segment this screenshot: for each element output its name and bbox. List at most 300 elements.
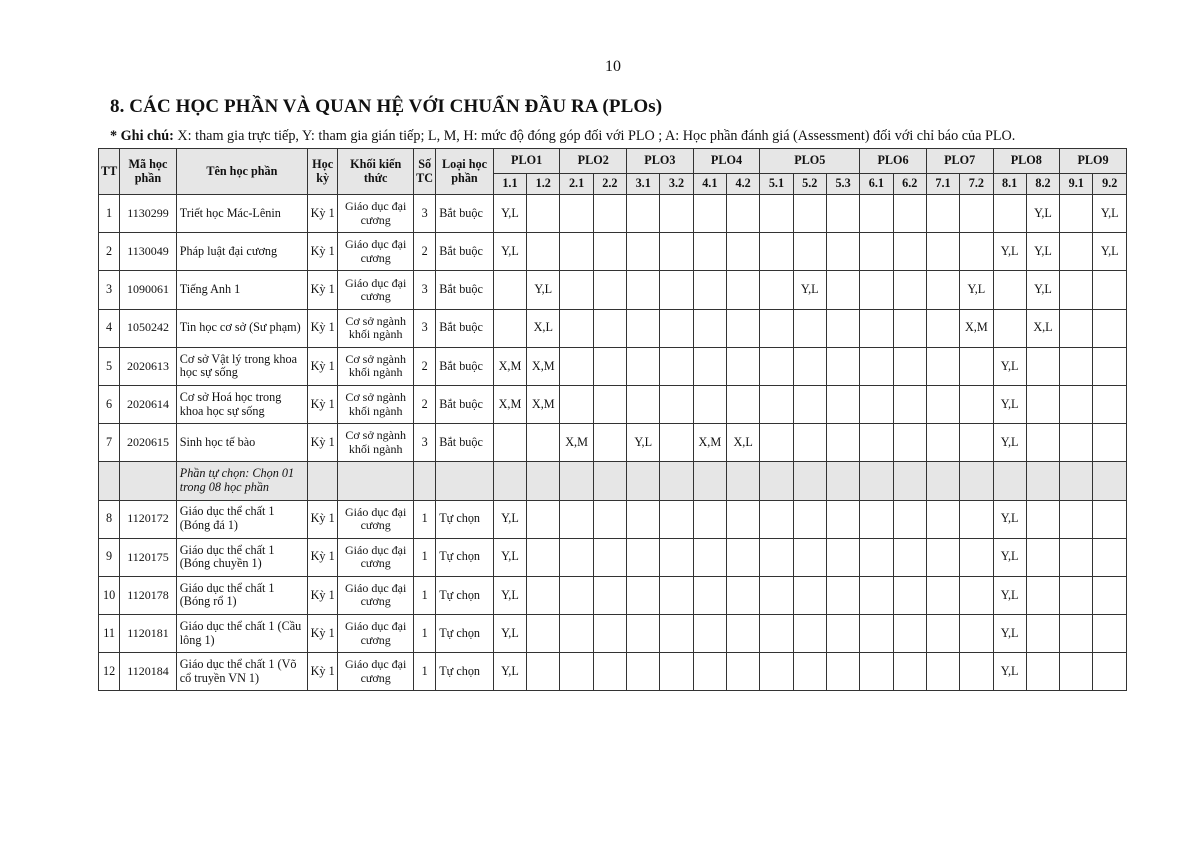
plo-group-header: PLO4 — [693, 149, 760, 174]
table-header — [99, 149, 1127, 195]
course-type: Tự chọn — [436, 576, 494, 614]
plo-cell — [893, 538, 926, 576]
plo-cell — [960, 195, 993, 233]
row-tt: 11 — [99, 615, 120, 653]
plo-cell — [826, 424, 859, 462]
plo-cell: Y,L — [1026, 195, 1059, 233]
empty-cell — [1093, 462, 1127, 500]
empty-cell — [436, 462, 494, 500]
course-name: Giáo dục thể chất 1 (Bóng rổ 1) — [176, 576, 307, 614]
plo-cell: Y,L — [1026, 233, 1059, 271]
knowledge-block: Giáo dục đại cương — [338, 576, 414, 614]
plo-subcolumn-header: 9.2 — [1093, 174, 1127, 195]
plo-cell — [960, 653, 993, 691]
plo-cell — [660, 347, 693, 385]
plo-cell — [760, 424, 793, 462]
plo-cell: X,M — [693, 424, 726, 462]
plo-cell — [860, 424, 893, 462]
plo-cell — [960, 615, 993, 653]
plo-cell: Y,L — [627, 424, 660, 462]
table-row — [99, 195, 1127, 233]
empty-cell — [660, 462, 693, 500]
course-code: 1120181 — [120, 615, 177, 653]
course-type: Bắt buộc — [436, 347, 494, 385]
plo-cell — [826, 576, 859, 614]
empty-cell — [120, 462, 177, 500]
empty-cell — [493, 462, 526, 500]
empty-cell — [693, 462, 726, 500]
course-type: Tự chọn — [436, 615, 494, 653]
plo-cell — [627, 271, 660, 309]
plo-cell — [1026, 424, 1059, 462]
note-text: X: tham gia trực tiếp, Y: tham gia gián tiếp; L, M, H: mức độ đóng góp đối với PLO ; A: Học phần đánh giá (Assessment) đối với chỉ báo của PLO. — [173, 128, 1016, 144]
table-row — [99, 385, 1127, 423]
semester: Kỳ 1 — [308, 347, 338, 385]
plo-cell — [726, 271, 759, 309]
semester: Kỳ 1 — [308, 538, 338, 576]
plo-cell — [726, 385, 759, 423]
plo-cell: Y,L — [527, 271, 560, 309]
plo-cell — [527, 233, 560, 271]
empty-cell — [99, 462, 120, 500]
plo-cell — [660, 653, 693, 691]
plo-subcolumn-header: 1.2 — [527, 174, 560, 195]
plo-cell — [826, 195, 859, 233]
plo-cell — [527, 615, 560, 653]
table-row — [99, 538, 1127, 576]
empty-cell — [414, 462, 436, 500]
plo-cell — [593, 615, 626, 653]
credits: 2 — [414, 385, 436, 423]
plo-cell — [593, 233, 626, 271]
plo-subcolumn-header: 8.1 — [993, 174, 1026, 195]
credits: 3 — [414, 271, 436, 309]
plo-cell: Y,L — [993, 576, 1026, 614]
plo-cell — [593, 271, 626, 309]
row-tt: 2 — [99, 233, 120, 271]
plo-cell — [893, 615, 926, 653]
plo-cell — [893, 424, 926, 462]
credits: 1 — [414, 538, 436, 576]
plo-cell — [993, 195, 1026, 233]
plo-group-header: PLO9 — [1060, 149, 1127, 174]
plo-subcolumn-header: 1.1 — [493, 174, 526, 195]
empty-cell — [527, 462, 560, 500]
empty-cell — [308, 462, 338, 500]
plo-cell — [593, 576, 626, 614]
course-type: Bắt buộc — [436, 195, 494, 233]
plo-cell — [593, 653, 626, 691]
plo-group-header: PLO7 — [926, 149, 993, 174]
empty-cell — [960, 462, 993, 500]
plo-subcolumn-header: 5.3 — [826, 174, 859, 195]
knowledge-block: Giáo dục đại cương — [338, 500, 414, 538]
plo-subcolumn-header: 8.2 — [1026, 174, 1059, 195]
plo-cell — [660, 309, 693, 347]
plo-cell: X,M — [493, 347, 526, 385]
plo-cell — [560, 271, 593, 309]
plo-cell — [926, 233, 959, 271]
course-name: Tiếng Anh 1 — [176, 271, 307, 309]
empty-cell — [1026, 462, 1059, 500]
plo-cell — [660, 271, 693, 309]
plo-cell — [627, 195, 660, 233]
plo-cell — [1060, 347, 1093, 385]
empty-cell — [1060, 462, 1093, 500]
plo-cell — [660, 500, 693, 538]
plo-cell — [493, 309, 526, 347]
plo-cell — [793, 424, 826, 462]
plo-cell — [826, 615, 859, 653]
plo-cell — [860, 347, 893, 385]
empty-cell — [726, 462, 759, 500]
plo-cell: Y,L — [960, 271, 993, 309]
plo-cell — [660, 615, 693, 653]
plo-cell — [860, 576, 893, 614]
plo-cell: Y,L — [493, 233, 526, 271]
plo-cell — [926, 347, 959, 385]
course-name: Giáo dục thể chất 1 (Bóng đá 1) — [176, 500, 307, 538]
empty-cell — [760, 462, 793, 500]
course-code: 1120178 — [120, 576, 177, 614]
plo-cell — [693, 615, 726, 653]
plo-subcolumn-header: 2.1 — [560, 174, 593, 195]
plo-cell — [726, 233, 759, 271]
plo-cell — [893, 271, 926, 309]
table-row — [99, 653, 1127, 691]
plo-group-header: PLO3 — [627, 149, 694, 174]
semester: Kỳ 1 — [308, 309, 338, 347]
semester: Kỳ 1 — [308, 195, 338, 233]
empty-cell — [560, 462, 593, 500]
semester: Kỳ 1 — [308, 500, 338, 538]
plo-cell — [826, 653, 859, 691]
plo-cell — [893, 233, 926, 271]
plo-group-header: PLO2 — [560, 149, 627, 174]
empty-cell — [627, 462, 660, 500]
plo-cell — [760, 615, 793, 653]
plo-cell — [1093, 309, 1127, 347]
plo-cell: Y,L — [1026, 271, 1059, 309]
plo-cell — [693, 309, 726, 347]
credits: 1 — [414, 615, 436, 653]
plo-cell — [627, 309, 660, 347]
plo-cell — [1060, 195, 1093, 233]
plo-cell — [760, 538, 793, 576]
plo-cell — [793, 538, 826, 576]
credits: 3 — [414, 424, 436, 462]
plo-cell: Y,L — [993, 538, 1026, 576]
plo-cell — [826, 347, 859, 385]
course-code: 1090061 — [120, 271, 177, 309]
knowledge-block: Cơ sở ngành khối ngành — [338, 424, 414, 462]
plo-cell — [893, 500, 926, 538]
course-type: Bắt buộc — [436, 385, 494, 423]
semester: Kỳ 1 — [308, 271, 338, 309]
table-row — [99, 271, 1127, 309]
plo-cell — [527, 424, 560, 462]
plo-cell — [926, 615, 959, 653]
plo-cell — [560, 576, 593, 614]
plo-cell — [726, 347, 759, 385]
plo-cell — [760, 195, 793, 233]
plo-cell — [926, 309, 959, 347]
knowledge-block: Giáo dục đại cương — [338, 538, 414, 576]
plo-cell: Y,L — [493, 195, 526, 233]
plo-cell — [993, 271, 1026, 309]
row-tt: 10 — [99, 576, 120, 614]
plo-cell — [960, 424, 993, 462]
plo-cell: X,L — [1026, 309, 1059, 347]
legend-note — [110, 128, 1015, 145]
plo-cell: Y,L — [493, 653, 526, 691]
plo-cell — [1026, 615, 1059, 653]
plo-cell: X,M — [527, 385, 560, 423]
col-type-header: Loại học phần — [436, 149, 494, 195]
plo-cell — [693, 538, 726, 576]
plo-cell — [860, 500, 893, 538]
plo-cell: Y,L — [993, 347, 1026, 385]
plo-cell — [793, 576, 826, 614]
plo-subcolumn-header: 5.2 — [793, 174, 826, 195]
table-row — [99, 424, 1127, 462]
page-number: 10 — [605, 58, 621, 75]
plo-cell — [593, 424, 626, 462]
plo-cell — [693, 347, 726, 385]
plo-cell — [627, 347, 660, 385]
col-block-header: Khối kiến thức — [338, 149, 414, 195]
plo-cell — [860, 309, 893, 347]
course-name: Cơ sở Vật lý trong khoa học sự sống — [176, 347, 307, 385]
plo-cell — [760, 309, 793, 347]
plo-cell — [1060, 385, 1093, 423]
course-name: Triết học Mác-Lênin — [176, 195, 307, 233]
plo-cell — [493, 271, 526, 309]
plo-cell — [560, 347, 593, 385]
course-name: Giáo dục thể chất 1 (Bóng chuyền 1) — [176, 538, 307, 576]
course-code: 2020613 — [120, 347, 177, 385]
plo-cell — [993, 309, 1026, 347]
plo-subcolumn-header: 6.1 — [860, 174, 893, 195]
plo-cell: X,M — [960, 309, 993, 347]
plo-cell — [760, 653, 793, 691]
course-code: 1130299 — [120, 195, 177, 233]
plo-cell — [793, 615, 826, 653]
plo-cell — [960, 233, 993, 271]
plo-mapping-table — [98, 148, 1127, 691]
plo-cell: Y,L — [493, 615, 526, 653]
plo-cell — [893, 347, 926, 385]
credits: 1 — [414, 653, 436, 691]
table-row — [99, 615, 1127, 653]
course-name: Cơ sở Hoá học trong khoa học sự sống — [176, 385, 307, 423]
plo-cell — [926, 271, 959, 309]
plo-cell — [726, 653, 759, 691]
plo-cell: Y,L — [993, 424, 1026, 462]
plo-cell — [1093, 385, 1127, 423]
plo-cell — [826, 500, 859, 538]
plo-cell: Y,L — [993, 233, 1026, 271]
plo-cell — [660, 233, 693, 271]
plo-cell — [560, 195, 593, 233]
plo-cell — [627, 233, 660, 271]
plo-cell — [627, 653, 660, 691]
plo-cell: Y,L — [993, 615, 1026, 653]
plo-cell — [760, 500, 793, 538]
plo-cell — [893, 195, 926, 233]
plo-cell — [960, 538, 993, 576]
plo-cell — [860, 653, 893, 691]
plo-cell — [593, 195, 626, 233]
credits: 3 — [414, 195, 436, 233]
plo-cell — [1026, 653, 1059, 691]
plo-cell — [1026, 538, 1059, 576]
plo-cell — [760, 271, 793, 309]
plo-cell — [826, 271, 859, 309]
plo-cell — [660, 576, 693, 614]
plo-cell — [560, 233, 593, 271]
plo-cell — [760, 347, 793, 385]
plo-subcolumn-header: 3.1 — [627, 174, 660, 195]
plo-cell — [627, 500, 660, 538]
plo-cell — [926, 500, 959, 538]
plo-cell — [660, 195, 693, 233]
plo-cell: Y,L — [1093, 195, 1127, 233]
knowledge-block: Cơ sở ngành khối ngành — [338, 347, 414, 385]
knowledge-block: Giáo dục đại cương — [338, 653, 414, 691]
plo-cell — [527, 653, 560, 691]
course-name: Sinh học tế bào — [176, 424, 307, 462]
plo-cell: X,M — [493, 385, 526, 423]
table-row — [99, 233, 1127, 271]
plo-cell: X,M — [527, 347, 560, 385]
plo-cell — [493, 424, 526, 462]
plo-cell — [926, 653, 959, 691]
knowledge-block: Giáo dục đại cương — [338, 233, 414, 271]
empty-cell — [860, 462, 893, 500]
credits: 1 — [414, 576, 436, 614]
plo-cell — [1060, 233, 1093, 271]
plo-cell — [926, 424, 959, 462]
plo-subcolumn-header: 7.2 — [960, 174, 993, 195]
row-tt: 4 — [99, 309, 120, 347]
plo-cell — [826, 233, 859, 271]
plo-cell: Y,L — [993, 653, 1026, 691]
plo-cell — [860, 271, 893, 309]
plo-cell — [1026, 347, 1059, 385]
row-tt: 3 — [99, 271, 120, 309]
col-tt-header: TT — [99, 149, 120, 195]
plo-cell — [1060, 653, 1093, 691]
plo-cell: Y,L — [493, 500, 526, 538]
note-label: * Ghi chú: — [110, 128, 174, 144]
elective-section-row — [99, 462, 1127, 500]
plo-cell — [793, 653, 826, 691]
plo-cell — [726, 500, 759, 538]
course-code: 2020615 — [120, 424, 177, 462]
table-body — [99, 195, 1127, 691]
plo-cell — [960, 500, 993, 538]
plo-cell — [593, 309, 626, 347]
plo-cell: Y,L — [493, 538, 526, 576]
plo-group-header: PLO6 — [860, 149, 927, 174]
plo-cell — [1060, 500, 1093, 538]
row-tt: 5 — [99, 347, 120, 385]
credits: 1 — [414, 500, 436, 538]
plo-cell — [826, 538, 859, 576]
plo-cell — [660, 538, 693, 576]
plo-cell — [793, 385, 826, 423]
row-tt: 1 — [99, 195, 120, 233]
plo-cell — [893, 576, 926, 614]
col-credits-header: Số TC — [414, 149, 436, 195]
plo-cell — [560, 309, 593, 347]
plo-cell — [1026, 500, 1059, 538]
semester: Kỳ 1 — [308, 424, 338, 462]
semester: Kỳ 1 — [308, 233, 338, 271]
plo-subcolumn-header: 6.2 — [893, 174, 926, 195]
empty-cell — [893, 462, 926, 500]
plo-cell: X,M — [560, 424, 593, 462]
plo-cell — [627, 576, 660, 614]
plo-cell — [726, 309, 759, 347]
course-name: Pháp luật đại cương — [176, 233, 307, 271]
plo-group-header: PLO8 — [993, 149, 1060, 174]
knowledge-block: Cơ sở ngành khối ngành — [338, 309, 414, 347]
course-type: Bắt buộc — [436, 424, 494, 462]
plo-cell — [793, 195, 826, 233]
course-name: Giáo dục thể chất 1 (Cầu lông 1) — [176, 615, 307, 653]
empty-cell — [338, 462, 414, 500]
plo-cell — [726, 576, 759, 614]
semester: Kỳ 1 — [308, 385, 338, 423]
course-code: 1120184 — [120, 653, 177, 691]
plo-cell — [793, 309, 826, 347]
plo-cell — [726, 615, 759, 653]
credits: 3 — [414, 309, 436, 347]
plo-subcolumn-header: 4.1 — [693, 174, 726, 195]
plo-cell: X,L — [726, 424, 759, 462]
row-tt: 6 — [99, 385, 120, 423]
col-semester-header: Học kỳ — [308, 149, 338, 195]
plo-cell — [1060, 424, 1093, 462]
plo-cell: X,L — [527, 309, 560, 347]
plo-cell — [1093, 538, 1127, 576]
plo-cell — [1093, 500, 1127, 538]
plo-subcolumn-header: 2.2 — [593, 174, 626, 195]
plo-cell — [560, 538, 593, 576]
plo-cell: Y,L — [1093, 233, 1127, 271]
plo-cell — [1093, 576, 1127, 614]
plo-cell: Y,L — [493, 576, 526, 614]
plo-cell — [693, 653, 726, 691]
plo-subcolumn-header: 4.2 — [726, 174, 759, 195]
plo-cell: Y,L — [993, 500, 1026, 538]
plo-cell — [860, 195, 893, 233]
table-row — [99, 309, 1127, 347]
plo-cell — [926, 576, 959, 614]
course-type: Bắt buộc — [436, 271, 494, 309]
plo-cell — [660, 385, 693, 423]
elective-section-label: Phần tự chọn: Chọn 01 trong 08 học phần — [176, 462, 307, 500]
knowledge-block: Giáo dục đại cương — [338, 195, 414, 233]
course-code: 1120175 — [120, 538, 177, 576]
course-name: Tin học cơ sở (Sư phạm) — [176, 309, 307, 347]
plo-cell — [1026, 576, 1059, 614]
plo-cell — [1093, 424, 1127, 462]
plo-cell — [860, 615, 893, 653]
plo-subcolumn-header: 3.2 — [660, 174, 693, 195]
